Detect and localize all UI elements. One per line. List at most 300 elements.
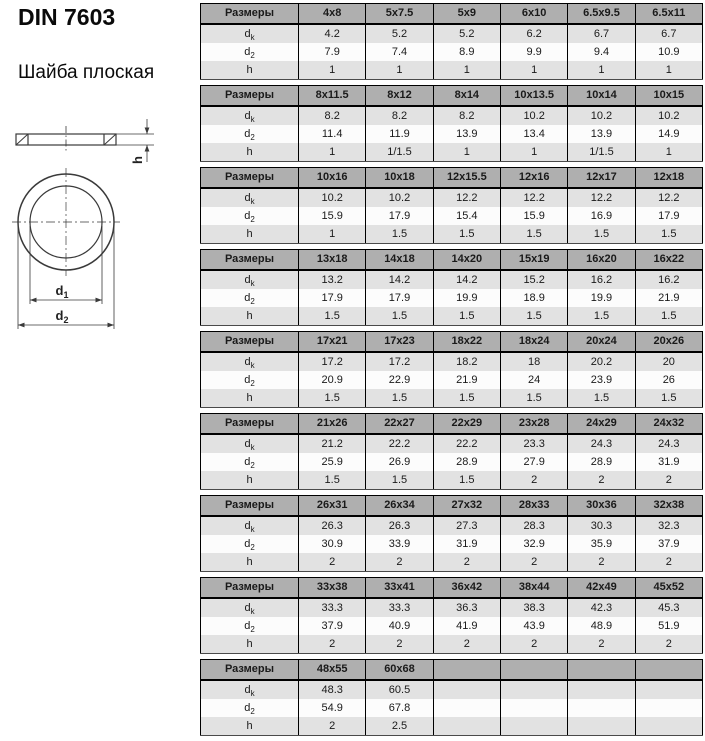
- row-label-sizes: Размеры: [201, 168, 299, 189]
- size-header-cell: 23x28: [500, 414, 567, 435]
- value-cell: 2: [366, 553, 433, 572]
- dimension-table-1: [200, 3, 703, 80]
- value-cell: 2: [500, 471, 567, 490]
- value-cell: 1.5: [366, 225, 433, 244]
- label-sub: 2: [250, 378, 255, 388]
- size-header-cell: [433, 660, 500, 681]
- value-cell: 20.9: [299, 371, 366, 389]
- table-row-dk: [201, 434, 703, 453]
- label-main: d: [244, 45, 251, 58]
- dimension-table-2: [200, 85, 703, 162]
- value-cell: 18.9: [500, 289, 567, 307]
- row-label-h: h: [201, 635, 299, 654]
- row-label-d2: [201, 699, 299, 717]
- value-cell: 21.9: [433, 371, 500, 389]
- row-label-dk: [201, 188, 299, 207]
- label-sub: k: [250, 32, 255, 42]
- label-main: d: [244, 701, 251, 714]
- value-cell: 1.5: [299, 389, 366, 408]
- value-cell: 17.2: [366, 352, 433, 371]
- row-label-d2: [201, 207, 299, 225]
- value-cell: 2: [500, 553, 567, 572]
- label-sub: k: [250, 278, 255, 288]
- row-label-h: h: [201, 717, 299, 736]
- dim-h-label: h: [130, 156, 145, 164]
- table-row-d2: [201, 371, 703, 389]
- value-cell: 8.9: [433, 43, 500, 61]
- value-cell: 33.9: [366, 535, 433, 553]
- size-header-cell: 36x42: [433, 578, 500, 599]
- table-row-sizes: [201, 332, 703, 353]
- value-cell: 1: [568, 61, 635, 80]
- value-cell: 33.3: [299, 598, 366, 617]
- washer-side-view: [16, 126, 116, 153]
- table-row-sizes: [201, 578, 703, 599]
- value-cell: 1.5: [366, 389, 433, 408]
- label-sub: k: [250, 524, 255, 534]
- value-cell: [433, 680, 500, 699]
- value-cell: [433, 717, 500, 736]
- table-row-d2: [201, 207, 703, 225]
- label-sub: k: [250, 114, 255, 124]
- label-main: d: [244, 619, 251, 632]
- value-cell: 24.3: [568, 434, 635, 453]
- label-sub: 2: [250, 624, 255, 634]
- table-row-h: [201, 225, 703, 244]
- row-label-dk: [201, 516, 299, 535]
- size-header-cell: 17x23: [366, 332, 433, 353]
- value-cell: 18: [500, 352, 567, 371]
- value-cell: 31.9: [433, 535, 500, 553]
- value-cell: 8.2: [433, 106, 500, 125]
- table-row-d2: [201, 535, 703, 553]
- table-row-h: [201, 553, 703, 572]
- value-cell: 10.2: [635, 106, 702, 125]
- value-cell: 2: [299, 635, 366, 654]
- value-cell: 1.5: [366, 307, 433, 326]
- value-cell: 1.5: [500, 389, 567, 408]
- row-label-dk: [201, 680, 299, 699]
- value-cell: 15.2: [500, 270, 567, 289]
- value-cell: 10.2: [568, 106, 635, 125]
- value-cell: 43.9: [500, 617, 567, 635]
- washer-front-view: [12, 168, 120, 276]
- label-main: d: [244, 209, 251, 222]
- dimension-table-4: [200, 249, 703, 326]
- label-sub: 2: [250, 460, 255, 470]
- value-cell: [635, 680, 702, 699]
- label-sub: 2: [250, 50, 255, 60]
- value-cell: 2: [299, 717, 366, 736]
- value-cell: 23.9: [568, 371, 635, 389]
- value-cell: 4.2: [299, 24, 366, 43]
- label-sub: k: [250, 442, 255, 452]
- table-row-h: [201, 471, 703, 490]
- table-row-dk: [201, 516, 703, 535]
- table-row-d2: [201, 43, 703, 61]
- value-cell: [568, 680, 635, 699]
- dimension-table-8: [200, 577, 703, 654]
- value-cell: 13.9: [568, 125, 635, 143]
- label-sub: 2: [250, 542, 255, 552]
- table-row-d2: [201, 453, 703, 471]
- table-row-d2: [201, 617, 703, 635]
- value-cell: 5.2: [433, 24, 500, 43]
- row-label-h: h: [201, 225, 299, 244]
- value-cell: 1: [500, 61, 567, 80]
- value-cell: 26.9: [366, 453, 433, 471]
- row-label-sizes: Размеры: [201, 250, 299, 271]
- size-header-cell: [500, 660, 567, 681]
- size-header-cell: 32x38: [635, 496, 702, 517]
- size-header-cell: 30x36: [568, 496, 635, 517]
- value-cell: 2: [635, 471, 702, 490]
- value-cell: 12.2: [568, 188, 635, 207]
- value-cell: 10.2: [299, 188, 366, 207]
- value-cell: [568, 717, 635, 736]
- dim-d2-label: $d_2$: [55, 308, 69, 325]
- value-cell: 1.5: [568, 389, 635, 408]
- size-header-cell: 10x16: [299, 168, 366, 189]
- label-main: d: [244, 109, 251, 122]
- value-cell: 20: [635, 352, 702, 371]
- table-row-h: [201, 635, 703, 654]
- table-row-dk: [201, 598, 703, 617]
- value-cell: 1.5: [433, 225, 500, 244]
- label-sub: k: [250, 688, 255, 698]
- row-label-d2: [201, 289, 299, 307]
- size-header-cell: 45x52: [635, 578, 702, 599]
- size-header-cell: 38x44: [500, 578, 567, 599]
- size-header-cell: 10x18: [366, 168, 433, 189]
- value-cell: [635, 717, 702, 736]
- label-main: d: [244, 537, 251, 550]
- label-main: d: [244, 601, 251, 614]
- value-cell: 22.2: [366, 434, 433, 453]
- value-cell: 67.8: [366, 699, 433, 717]
- table-row-dk: [201, 270, 703, 289]
- dimension-table-7: [200, 495, 703, 572]
- value-cell: 7.9: [299, 43, 366, 61]
- size-header-cell: [635, 660, 702, 681]
- value-cell: 17.9: [366, 289, 433, 307]
- dim-d1-label: $d_1$: [55, 283, 69, 300]
- value-cell: 6.7: [635, 24, 702, 43]
- size-header-cell: 12x18: [635, 168, 702, 189]
- value-cell: 17.9: [299, 289, 366, 307]
- value-cell: 48.3: [299, 680, 366, 699]
- value-cell: 1: [433, 61, 500, 80]
- value-cell: 21.2: [299, 434, 366, 453]
- value-cell: 13.4: [500, 125, 567, 143]
- value-cell: 2: [500, 635, 567, 654]
- label-main: d: [244, 373, 251, 386]
- value-cell: 28.3: [500, 516, 567, 535]
- row-label-sizes: Размеры: [201, 332, 299, 353]
- table-row-sizes: [201, 250, 703, 271]
- label-sub: 2: [250, 296, 255, 306]
- value-cell: 14.2: [433, 270, 500, 289]
- value-cell: 6.2: [500, 24, 567, 43]
- row-label-d2: [201, 43, 299, 61]
- value-cell: 1.5: [635, 307, 702, 326]
- value-cell: 1/1.5: [366, 143, 433, 162]
- value-cell: 17.9: [635, 207, 702, 225]
- value-cell: 20.2: [568, 352, 635, 371]
- size-header-cell: 33x38: [299, 578, 366, 599]
- size-header-cell: 14x18: [366, 250, 433, 271]
- size-header-cell: 12x17: [568, 168, 635, 189]
- value-cell: 2: [366, 635, 433, 654]
- value-cell: 35.9: [568, 535, 635, 553]
- table-row-dk: [201, 352, 703, 371]
- size-header-cell: 42x49: [568, 578, 635, 599]
- size-header-cell: 26x34: [366, 496, 433, 517]
- value-cell: 16.2: [635, 270, 702, 289]
- value-cell: 1.5: [500, 307, 567, 326]
- value-cell: 1.5: [366, 471, 433, 490]
- value-cell: 1: [299, 225, 366, 244]
- row-label-sizes: Размеры: [201, 86, 299, 107]
- value-cell: 1: [635, 61, 702, 80]
- value-cell: 12.2: [433, 188, 500, 207]
- value-cell: 1.5: [299, 471, 366, 490]
- dimension-table-6: [200, 413, 703, 490]
- value-cell: 45.3: [635, 598, 702, 617]
- value-cell: 1: [500, 143, 567, 162]
- label-sub: 2: [250, 214, 255, 224]
- table-row-h: [201, 717, 703, 736]
- value-cell: 26.3: [366, 516, 433, 535]
- value-cell: 1: [299, 143, 366, 162]
- table-row-sizes: [201, 660, 703, 681]
- table-row-dk: [201, 680, 703, 699]
- value-cell: 9.4: [568, 43, 635, 61]
- value-cell: 13.9: [433, 125, 500, 143]
- value-cell: 24: [500, 371, 567, 389]
- row-label-h: h: [201, 307, 299, 326]
- value-cell: 2: [433, 635, 500, 654]
- size-header-cell: 13x18: [299, 250, 366, 271]
- size-header-cell: 26x31: [299, 496, 366, 517]
- table-row-dk: [201, 24, 703, 43]
- value-cell: 38.3: [500, 598, 567, 617]
- value-cell: 25.9: [299, 453, 366, 471]
- value-cell: 26: [635, 371, 702, 389]
- row-label-dk: [201, 106, 299, 125]
- row-label-dk: [201, 434, 299, 453]
- size-header-cell: 12x16: [500, 168, 567, 189]
- value-cell: 7.4: [366, 43, 433, 61]
- value-cell: 2: [299, 553, 366, 572]
- value-cell: 26.3: [299, 516, 366, 535]
- value-cell: 13.2: [299, 270, 366, 289]
- value-cell: 32.9: [500, 535, 567, 553]
- dimension-table-3: [200, 167, 703, 244]
- row-label-sizes: Размеры: [201, 414, 299, 435]
- size-header-cell: 60x68: [366, 660, 433, 681]
- label-main: d: [244, 191, 251, 204]
- value-cell: 5.2: [366, 24, 433, 43]
- value-cell: 48.9: [568, 617, 635, 635]
- value-cell: 2: [568, 471, 635, 490]
- value-cell: 42.3: [568, 598, 635, 617]
- dimension-table-9: [200, 659, 703, 736]
- row-label-sizes: Размеры: [201, 4, 299, 25]
- value-cell: 10.9: [635, 43, 702, 61]
- table-row-d2: [201, 125, 703, 143]
- label-main: d: [244, 437, 251, 450]
- value-cell: 1.5: [433, 471, 500, 490]
- table-row-h: [201, 307, 703, 326]
- size-header-cell: 24x29: [568, 414, 635, 435]
- tables-region: [200, 3, 703, 741]
- value-cell: 11.9: [366, 125, 433, 143]
- value-cell: 16.2: [568, 270, 635, 289]
- row-label-dk: [201, 352, 299, 371]
- value-cell: 19.9: [433, 289, 500, 307]
- table-row-sizes: [201, 496, 703, 517]
- row-label-dk: [201, 270, 299, 289]
- table-row-sizes: [201, 414, 703, 435]
- size-header-cell: 8x14: [433, 86, 500, 107]
- size-header-cell: [568, 660, 635, 681]
- size-header-cell: 28x33: [500, 496, 567, 517]
- size-header-cell: 8x11.5: [299, 86, 366, 107]
- size-header-cell: 48x55: [299, 660, 366, 681]
- label-main: d: [244, 291, 251, 304]
- size-header-cell: 6.5x11: [635, 4, 702, 25]
- value-cell: 2: [568, 553, 635, 572]
- value-cell: 1.5: [500, 225, 567, 244]
- table-row-sizes: [201, 168, 703, 189]
- value-cell: [635, 699, 702, 717]
- value-cell: 28.9: [568, 453, 635, 471]
- value-cell: 14.9: [635, 125, 702, 143]
- row-label-d2: [201, 453, 299, 471]
- value-cell: 1.5: [635, 225, 702, 244]
- value-cell: 27.9: [500, 453, 567, 471]
- value-cell: 16.9: [568, 207, 635, 225]
- value-cell: 17.9: [366, 207, 433, 225]
- value-cell: 27.3: [433, 516, 500, 535]
- table-row-sizes: [201, 4, 703, 25]
- value-cell: 1.5: [568, 307, 635, 326]
- value-cell: 37.9: [635, 535, 702, 553]
- value-cell: 6.7: [568, 24, 635, 43]
- label-sub: k: [250, 606, 255, 616]
- row-label-h: h: [201, 471, 299, 490]
- row-label-d2: [201, 535, 299, 553]
- row-label-d2: [201, 617, 299, 635]
- value-cell: [500, 717, 567, 736]
- label-main: d: [244, 455, 251, 468]
- value-cell: 32.3: [635, 516, 702, 535]
- size-header-cell: 17x21: [299, 332, 366, 353]
- label-main: d: [244, 355, 251, 368]
- row-label-sizes: Размеры: [201, 660, 299, 681]
- value-cell: 36.3: [433, 598, 500, 617]
- size-header-cell: 16x22: [635, 250, 702, 271]
- row-label-sizes: Размеры: [201, 496, 299, 517]
- value-cell: 18.2: [433, 352, 500, 371]
- value-cell: 2: [433, 553, 500, 572]
- size-header-cell: 33x41: [366, 578, 433, 599]
- size-header-cell: 18x22: [433, 332, 500, 353]
- table-row-sizes: [201, 86, 703, 107]
- value-cell: 31.9: [635, 453, 702, 471]
- dimension-h: [116, 119, 154, 162]
- value-cell: 1.5: [299, 307, 366, 326]
- value-cell: 30.3: [568, 516, 635, 535]
- row-label-dk: [201, 598, 299, 617]
- row-label-dk: [201, 24, 299, 43]
- value-cell: 11.4: [299, 125, 366, 143]
- row-label-h: h: [201, 553, 299, 572]
- value-cell: 1: [433, 143, 500, 162]
- washer-technical-drawing: [8, 116, 183, 351]
- row-label-sizes: Размеры: [201, 578, 299, 599]
- value-cell: 22.9: [366, 371, 433, 389]
- value-cell: 12.2: [635, 188, 702, 207]
- value-cell: 1/1.5: [568, 143, 635, 162]
- value-cell: 8.2: [366, 106, 433, 125]
- table-row-h: [201, 389, 703, 408]
- value-cell: 15.4: [433, 207, 500, 225]
- value-cell: 1.5: [568, 225, 635, 244]
- size-header-cell: 6.5x9.5: [568, 4, 635, 25]
- value-cell: 1: [635, 143, 702, 162]
- label-sub: k: [250, 360, 255, 370]
- value-cell: 8.2: [299, 106, 366, 125]
- size-header-cell: 22x27: [366, 414, 433, 435]
- value-cell: [433, 699, 500, 717]
- size-header-cell: 10x15: [635, 86, 702, 107]
- size-header-cell: 14x20: [433, 250, 500, 271]
- value-cell: 15.9: [500, 207, 567, 225]
- size-header-cell: 24x32: [635, 414, 702, 435]
- value-cell: 2: [635, 635, 702, 654]
- row-label-h: h: [201, 61, 299, 80]
- size-header-cell: 20x26: [635, 332, 702, 353]
- page-subtitle: Шайба плоская: [18, 62, 155, 83]
- page-title: DIN 7603: [18, 4, 116, 30]
- size-header-cell: 5x9: [433, 4, 500, 25]
- size-header-cell: 18x24: [500, 332, 567, 353]
- value-cell: 40.9: [366, 617, 433, 635]
- value-cell: 15.9: [299, 207, 366, 225]
- value-cell: 17.2: [299, 352, 366, 371]
- label-sub: k: [250, 196, 255, 206]
- value-cell: 10.2: [366, 188, 433, 207]
- size-header-cell: 5x7.5: [366, 4, 433, 25]
- size-header-cell: 6x10: [500, 4, 567, 25]
- table-row-d2: [201, 699, 703, 717]
- label-main: d: [244, 683, 251, 696]
- size-header-cell: 8x12: [366, 86, 433, 107]
- value-cell: 1.5: [635, 389, 702, 408]
- value-cell: 12.2: [500, 188, 567, 207]
- label-main: d: [244, 127, 251, 140]
- value-cell: [500, 680, 567, 699]
- value-cell: 9.9: [500, 43, 567, 61]
- table-row-d2: [201, 289, 703, 307]
- value-cell: 1: [366, 61, 433, 80]
- value-cell: 37.9: [299, 617, 366, 635]
- size-header-cell: 10x13.5: [500, 86, 567, 107]
- value-cell: 51.9: [635, 617, 702, 635]
- value-cell: 1.5: [433, 307, 500, 326]
